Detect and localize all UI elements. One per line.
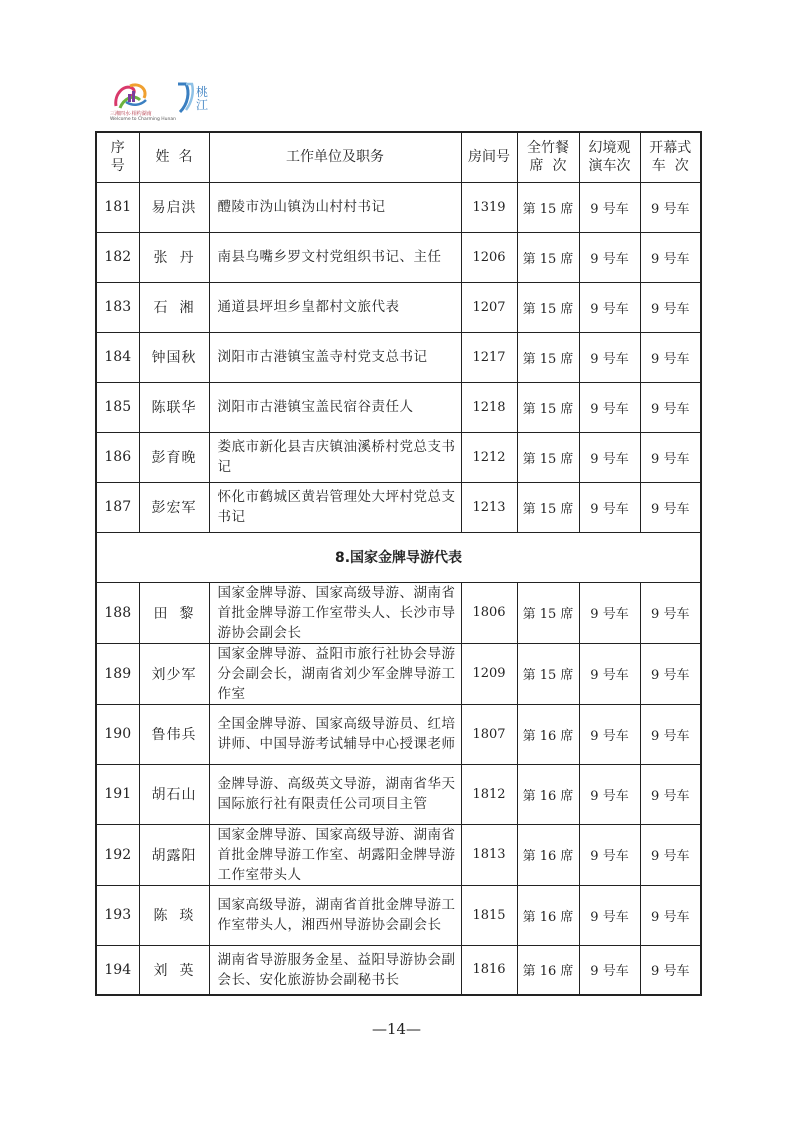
cell-show-car: 9 号车 xyxy=(579,582,640,643)
header-show-line2: 演车次 xyxy=(588,158,631,175)
cell-seat: 第 16 席 xyxy=(517,824,579,885)
cell-unit: 全国金牌导游、国家高级导游员、红培讲师、中国导游考试辅导中心授课老师 xyxy=(209,704,461,764)
cell-no: 192 xyxy=(96,824,139,885)
cell-name: 胡石山 xyxy=(139,764,209,824)
cell-opening-car: 9 号车 xyxy=(640,182,701,232)
cell-name: 钟国秋 xyxy=(139,332,209,382)
cell-opening-car: 9 号车 xyxy=(640,582,701,643)
table-row xyxy=(96,432,701,482)
section-title: 8.国家金牌导游代表 xyxy=(96,532,701,582)
cell-show-car: 9 号车 xyxy=(579,232,640,282)
table-row xyxy=(96,232,701,282)
header-no-line2: 号 xyxy=(110,158,125,175)
logo-caption xyxy=(110,111,176,123)
cell-show-car: 9 号车 xyxy=(579,945,640,995)
cell-show-car: 9 号车 xyxy=(579,282,640,332)
cell-room: 1218 xyxy=(461,382,517,432)
cell-opening-car: 9 号车 xyxy=(640,824,701,885)
header-opening xyxy=(640,132,701,182)
cell-unit: 通道县坪坦乡皇都村文旅代表 xyxy=(209,282,461,332)
cell-no: 191 xyxy=(96,764,139,824)
cell-unit: 国家金牌导游、国家高级导游、湖南省首批金牌导游工作室带头人、长沙市导游协会副会长 xyxy=(209,582,461,643)
cell-opening-car: 9 号车 xyxy=(640,643,701,704)
cell-no: 189 xyxy=(96,643,139,704)
header-name: 姓 名 xyxy=(139,132,209,182)
cell-name: 鲁伟兵 xyxy=(139,704,209,764)
header-show xyxy=(579,132,640,182)
cell-opening-car: 9 号车 xyxy=(640,332,701,382)
cell-name: 刘少军 xyxy=(139,643,209,704)
cell-name: 张 丹 xyxy=(139,232,209,282)
header-seat-line2: 席 次 xyxy=(529,158,567,175)
cell-no: 188 xyxy=(96,582,139,643)
cell-unit: 金牌导游、高级英文导游，湖南省华天国际旅行社有限责任公司项目主管 xyxy=(209,764,461,824)
cell-unit: 娄底市新化县吉庆镇油溪桥村党总支书记 xyxy=(209,432,461,482)
cell-seat: 第 16 席 xyxy=(517,764,579,824)
cell-name: 胡露阳 xyxy=(139,824,209,885)
cell-seat: 第 15 席 xyxy=(517,182,579,232)
cell-room: 1816 xyxy=(461,945,517,995)
cell-no: 184 xyxy=(96,332,139,382)
hunan-tourism-logo xyxy=(110,80,170,112)
header-opening-line2: 车 次 xyxy=(651,158,689,175)
table-row xyxy=(96,282,701,332)
cell-show-car: 9 号车 xyxy=(579,182,640,232)
table-row xyxy=(96,643,701,704)
page-number: —14— xyxy=(371,1020,422,1038)
cell-no: 186 xyxy=(96,432,139,482)
cell-no: 194 xyxy=(96,945,139,995)
table-row xyxy=(96,482,701,532)
cell-no: 182 xyxy=(96,232,139,282)
cell-unit: 怀化市鹤城区黄岩管理处大坪村党总支书记 xyxy=(209,482,461,532)
cell-unit: 浏阳市古港镇宝盖寺村党支总书记 xyxy=(209,332,461,382)
cell-unit: 国家金牌导游、国家高级导游、湖南省首批金牌导游工作室、胡露阳金牌导游工作室带头人 xyxy=(209,824,461,885)
cell-no: 183 xyxy=(96,282,139,332)
header-seat xyxy=(517,132,579,182)
cell-seat: 第 16 席 xyxy=(517,704,579,764)
cell-room: 1812 xyxy=(461,764,517,824)
participant-table xyxy=(95,131,702,996)
cell-seat: 第 15 席 xyxy=(517,432,579,482)
table-row xyxy=(96,764,701,824)
cell-unit: 国家高级导游，湖南省首批金牌导游工作室带头人，湘西州导游协会副会长 xyxy=(209,885,461,945)
cell-show-car: 9 号车 xyxy=(579,482,640,532)
header-unit: 工作单位及职务 xyxy=(209,132,461,182)
cell-room: 1807 xyxy=(461,704,517,764)
cell-seat: 第 15 席 xyxy=(517,582,579,643)
cell-unit: 国家金牌导游、益阳市旅行社协会导游分会副会长，湖南省刘少军金牌导游工作室 xyxy=(209,643,461,704)
header-room: 房间号 xyxy=(461,132,517,182)
cell-name: 刘 英 xyxy=(139,945,209,995)
cell-show-car: 9 号车 xyxy=(579,382,640,432)
cell-seat: 第 15 席 xyxy=(517,482,579,532)
cell-opening-car: 9 号车 xyxy=(640,764,701,824)
cell-seat: 第 16 席 xyxy=(517,885,579,945)
header-logos xyxy=(110,80,230,120)
cell-seat: 第 15 席 xyxy=(517,643,579,704)
cell-name: 彭育晚 xyxy=(139,432,209,482)
cell-room: 1206 xyxy=(461,232,517,282)
table-row xyxy=(96,704,701,764)
cell-seat: 第 15 席 xyxy=(517,382,579,432)
header-no-line1: 序 xyxy=(110,140,125,157)
table-row xyxy=(96,582,701,643)
section-row xyxy=(96,532,701,582)
header-show-line1: 幻境观 xyxy=(588,140,631,157)
table-row xyxy=(96,945,701,995)
cell-show-car: 9 号车 xyxy=(579,643,640,704)
cell-show-car: 9 号车 xyxy=(579,764,640,824)
table-row xyxy=(96,824,701,885)
logo-caption-cn: 三湘四水·相约湖南 xyxy=(110,111,152,117)
header-no xyxy=(96,132,139,182)
cell-show-car: 9 号车 xyxy=(579,332,640,382)
cell-opening-car: 9 号车 xyxy=(640,885,701,945)
table-row xyxy=(96,182,701,232)
cell-no: 185 xyxy=(96,382,139,432)
cell-name: 石 湘 xyxy=(139,282,209,332)
cell-no: 181 xyxy=(96,182,139,232)
cell-name: 彭宏军 xyxy=(139,482,209,532)
cell-name: 陈 琰 xyxy=(139,885,209,945)
cell-no: 193 xyxy=(96,885,139,945)
cell-name: 陈联华 xyxy=(139,382,209,432)
cell-show-car: 9 号车 xyxy=(579,885,640,945)
cell-room: 1207 xyxy=(461,282,517,332)
cell-no: 187 xyxy=(96,482,139,532)
cell-room: 1212 xyxy=(461,432,517,482)
taojiang-logo-text: 桃江 xyxy=(196,85,209,112)
cell-seat: 第 15 席 xyxy=(517,232,579,282)
cell-seat: 第 15 席 xyxy=(517,332,579,382)
cell-room: 1319 xyxy=(461,182,517,232)
table-row xyxy=(96,885,701,945)
cell-room: 1813 xyxy=(461,824,517,885)
cell-unit: 湖南省导游服务金星、益阳导游协会副会长、安化旅游协会副秘书长 xyxy=(209,945,461,995)
cell-unit: 醴陵市沩山镇沩山村村书记 xyxy=(209,182,461,232)
cell-room: 1217 xyxy=(461,332,517,382)
table-row xyxy=(96,332,701,382)
cell-show-car: 9 号车 xyxy=(579,704,640,764)
logo-caption-en: Welcome to Charming Hunan xyxy=(110,117,176,122)
cell-opening-car: 9 号车 xyxy=(640,232,701,282)
cell-opening-car: 9 号车 xyxy=(640,432,701,482)
cell-name: 易启洪 xyxy=(139,182,209,232)
cell-name: 田 黎 xyxy=(139,582,209,643)
cell-room: 1213 xyxy=(461,482,517,532)
header-seat-line1: 全竹餐 xyxy=(527,140,569,157)
table-row xyxy=(96,382,701,432)
table-header-row xyxy=(96,132,701,182)
cell-opening-car: 9 号车 xyxy=(640,704,701,764)
cell-room: 1806 xyxy=(461,582,517,643)
cell-opening-car: 9 号车 xyxy=(640,482,701,532)
cell-show-car: 9 号车 xyxy=(579,432,640,482)
cell-opening-car: 9 号车 xyxy=(640,945,701,995)
cell-room: 1209 xyxy=(461,643,517,704)
cell-show-car: 9 号车 xyxy=(579,824,640,885)
cell-seat: 第 16 席 xyxy=(517,945,579,995)
cell-unit: 南县乌嘴乡罗文村党组织书记、主任 xyxy=(209,232,461,282)
cell-room: 1815 xyxy=(461,885,517,945)
cell-unit: 浏阳市古港镇宝盖民宿谷责任人 xyxy=(209,382,461,432)
cell-opening-car: 9 号车 xyxy=(640,382,701,432)
cell-no: 190 xyxy=(96,704,139,764)
cell-opening-car: 9 号车 xyxy=(640,282,701,332)
header-opening-line1: 开幕式 xyxy=(649,140,692,157)
cell-seat: 第 15 席 xyxy=(517,282,579,332)
taojiang-logo-mark xyxy=(174,82,198,114)
